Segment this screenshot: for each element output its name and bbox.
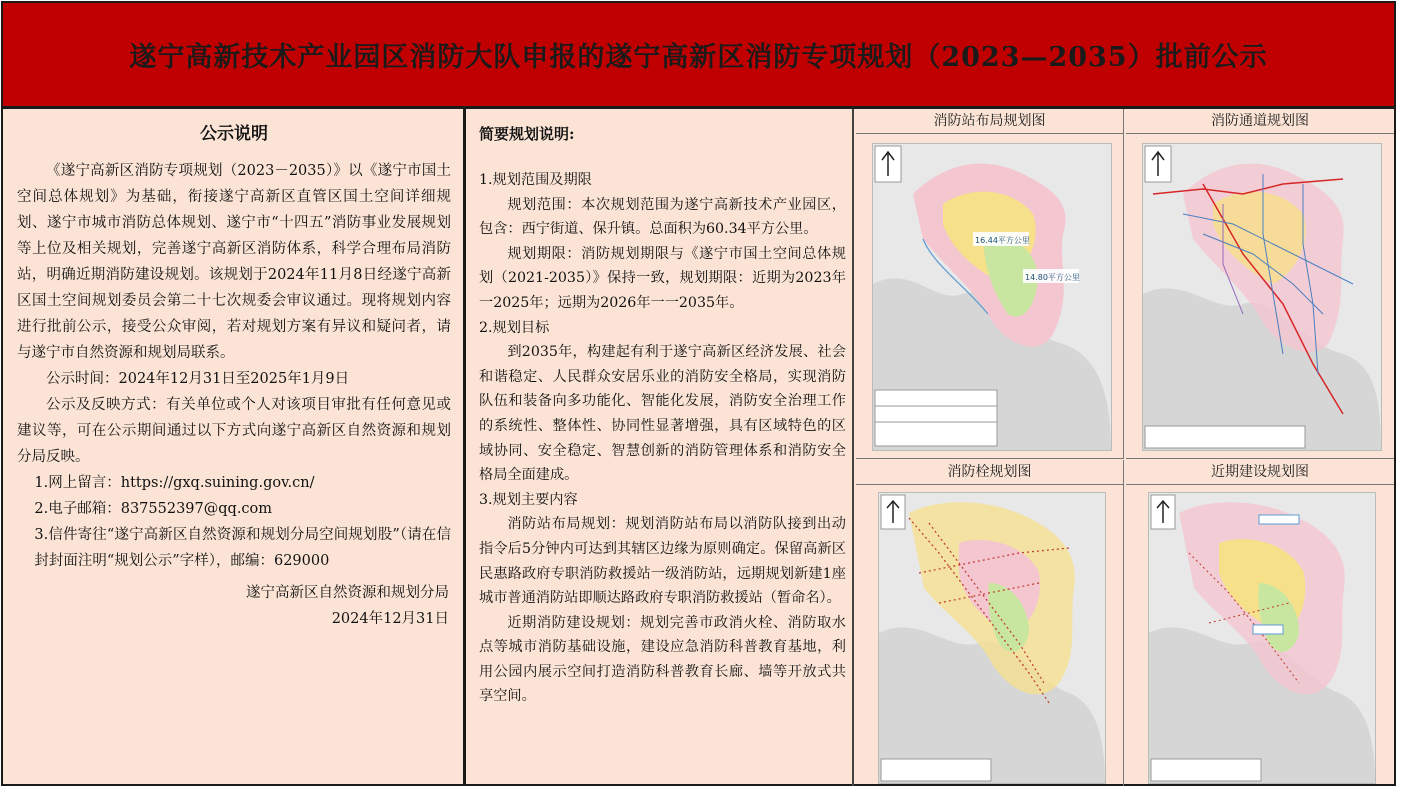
plan-scope: 规划范围：本次规划范围为遂宁高新技术产业园区，包含：西宁街道、保升镇。总面积为60.34平方公里。 [479,196,846,238]
notice-date: 2024年12月31日 [331,611,449,627]
notice-feedback: 公示及反映方式：有关单位或个人对该项目审批有任何意见或建议等，可在公示期间通过以下方式向遂宁高新区自然资源和规划分局反映。 [17,397,451,465]
plan-near-term: 近期消防建设规划：规划完善市政消火栓、消防取水点等城市消防基础设施，建设应急消防科普教育基地，利用公园内展示空间打造消防科普教育长廊、墙等开放式共享空间。 [479,614,846,705]
map-caption: 消防站布局规划图 [856,109,1123,134]
notice-title: 公示说明 [200,124,268,144]
map-grid [856,109,1394,786]
map-station-layout [856,109,1124,459]
plan-section-heading: 1.规划范围及期限 [479,172,592,188]
map-caption: 消防通道规划图 [1126,109,1394,134]
map-caption: 消防栓规划图 [856,460,1123,485]
map-label-area-b: 14.80平方公里 [1025,273,1080,282]
map-label-area-a: 16.44平方公里 [975,236,1030,245]
map-hydrant [856,460,1124,786]
map-station-image[interactable] [872,143,1112,451]
notice-column [3,109,466,786]
map-access-image[interactable] [1142,143,1382,451]
map-hydrant-image[interactable] [878,492,1106,784]
plan-column [469,109,854,786]
notice-board [1,1,1396,786]
notice-mail: 3.信件寄往“遂宁高新区自然资源和规划分局空间规划股”（请在信封封面注明“规划公示”字样），邮编：629000 [34,527,451,569]
notice-paragraph: 《遂宁高新区消防专项规划（2023－2035）》以《遂宁市国土空间总体规划》为基础，衔接遂宁高新区直管区国土空间详细规划、遂宁市城市消防总体规划、遂宁市“十四五”消防事业发展规划等上位及相关规划，完善遂宁高新区消防体系，科学合理布局消防站，明确近期消防建设规划。该规划于2024年11月8日经遂宁高新区国土空间规划委员会第二十七次规委会审议通过。现将规划内容进行批前公示，接受公众审阅，若对规划方案有异议和疑问者，请与遂宁市自然资源和规划局联系。 [17,163,451,361]
map-fire-access [1126,109,1394,459]
notice-signature: 遂宁高新区自然资源和规划分局 [246,585,449,601]
plan-section-heading: 2.规划目标 [479,319,550,336]
plan-period: 规划期限：消防规划期限与《遂宁市国土空间总体规划（2021-2035）》保持一致，规划期限：近期为2023年一2025年；远期为2026年一一2035年。 [479,245,846,311]
notice-email: 2.电子邮箱：837552397@qq.com [34,501,273,517]
page-header [3,3,1394,109]
notice-time: 公示时间：2024年12月31日至2025年1月9日 [46,371,350,387]
page-title: 遂宁高新技术产业园区消防大队申报的遂宁高新区消防专项规划（2023—2035）批前公示 [129,42,1268,73]
notice-website: 1.网上留言：https://gxq.suining.gov.cn/ [34,475,315,491]
plan-goal: 到2035年，构建起有利于遂宁高新区经济发展、社会和谐稳定、人民群众安居乐业的消防安全格局，实现消防队伍和装备向多功能化、智能化发展，消防安全治理工作的系统性、整体性、协同性显著增强，具有区域特色的区域协同、安全稳定、智慧创新的消防管理体系和消防安全格局全面建成。 [479,344,846,484]
map-near-term-image[interactable] [1148,492,1376,784]
plan-title: 简要规划说明: [479,125,575,143]
map-caption: 近期建设规划图 [1126,460,1394,485]
map-near-term [1126,460,1394,786]
plan-section-heading: 3.规划主要内容 [479,491,578,508]
plan-station: 消防站布局规划：规划消防站布局以消防队接到出动指令后5分钟内可达到其辖区边缘为原则确定。保留高新区民惠路政府专职消防救援站一级消防站，远期规划新建1座城市普通消防站即顺达路政府专职消防救援站（暂命名）。 [479,516,846,607]
